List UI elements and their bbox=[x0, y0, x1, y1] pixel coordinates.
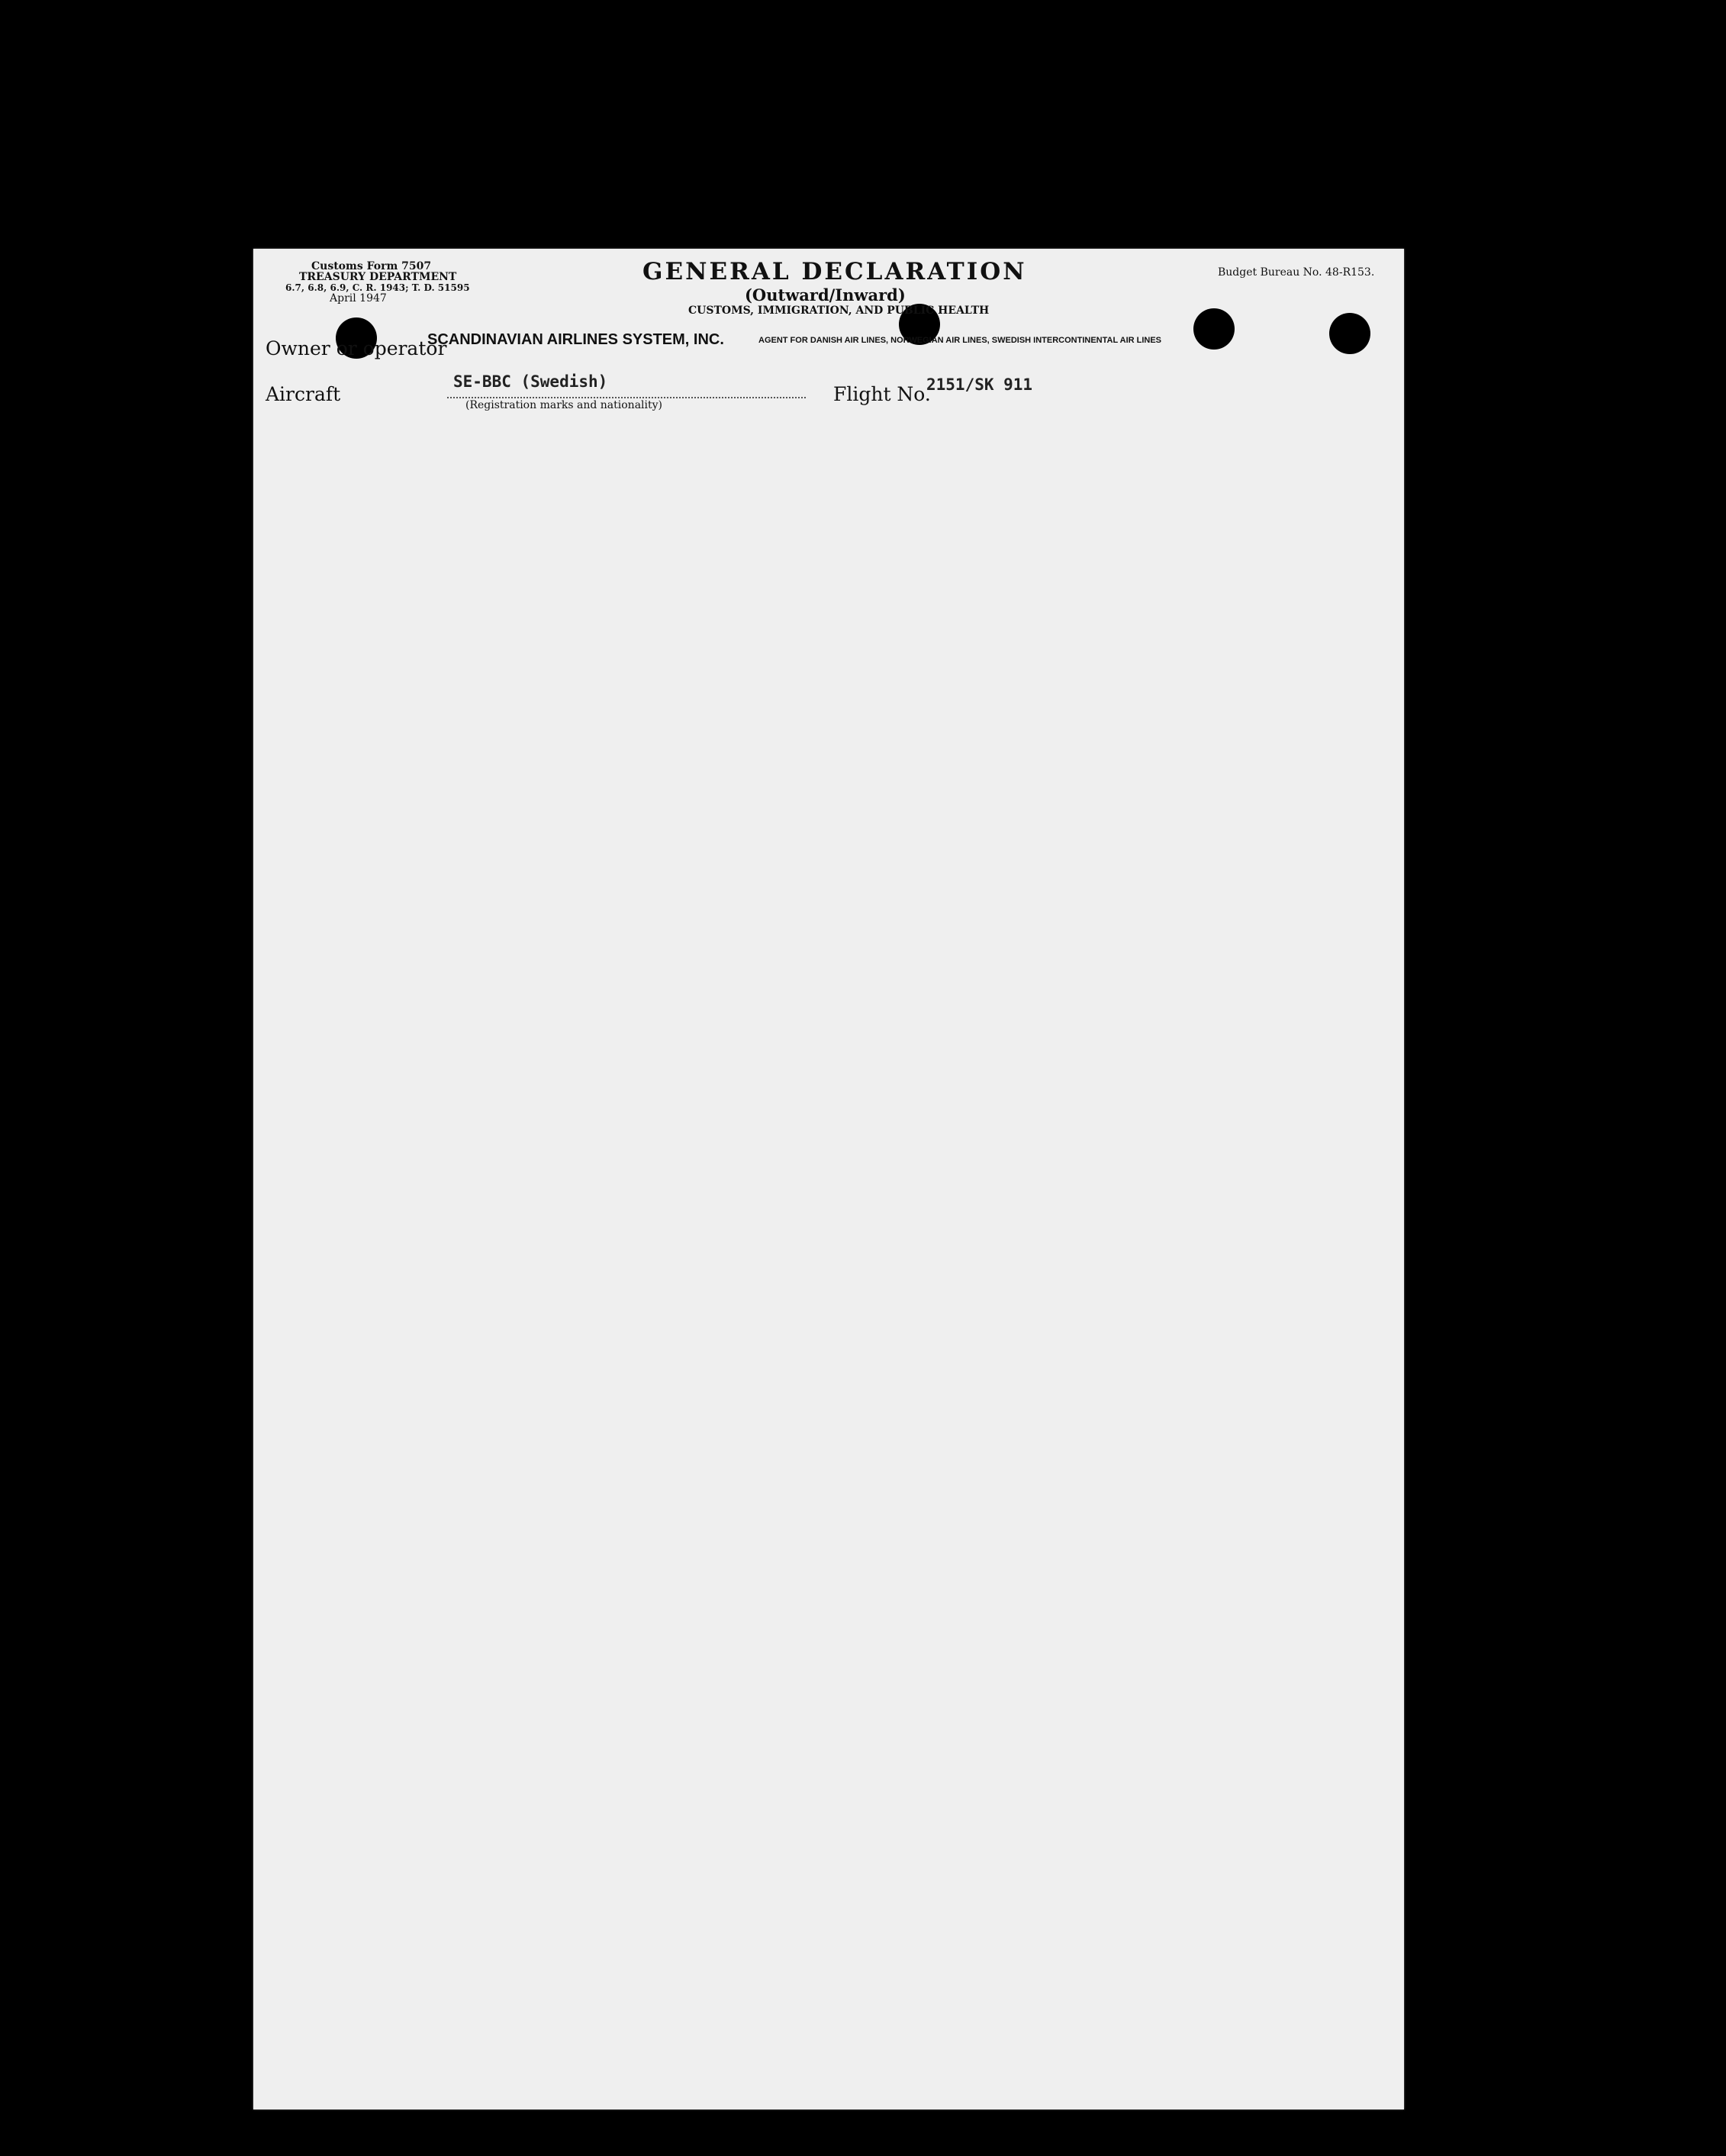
form-number: Customs Form 7507 bbox=[311, 260, 432, 272]
flight-value: 2151/SK 911 bbox=[926, 375, 1033, 394]
budget-bureau-no: Budget Bureau No. 48-R153. bbox=[1218, 266, 1375, 279]
cr-reference: 6.7, 6.8, 6.9, C. R. 1943; T. D. 51595 bbox=[285, 282, 470, 293]
treasury-dept: TREASURY DEPARTMENT bbox=[299, 271, 457, 283]
form-date: April 1947 bbox=[330, 292, 387, 305]
aircraft-value: SE-BBC (Swedish) bbox=[453, 372, 608, 391]
aircraft-note: (Registration marks and nationality) bbox=[465, 399, 662, 411]
form-subtitle: (Outward/Inward) bbox=[745, 285, 906, 305]
flight-label: Flight No. bbox=[833, 383, 931, 405]
owner-label: Owner or operator bbox=[266, 337, 447, 359]
punch-hole bbox=[1329, 313, 1370, 354]
general-declaration-form bbox=[253, 249, 1404, 2109]
owner-agent: AGENT FOR DANISH AIR LINES, NORWEGIAN AIR LINES, SWEDISH INTERCONTINENTAL AIR LINES bbox=[758, 336, 1162, 345]
owner-value: SCANDINAVIAN AIRLINES SYSTEM, INC. bbox=[427, 331, 724, 348]
punch-hole bbox=[1193, 308, 1235, 350]
agencies: CUSTOMS, IMMIGRATION, AND PUBLIC HEALTH bbox=[688, 305, 990, 317]
form-title: GENERAL DECLARATION bbox=[642, 258, 1027, 285]
aircraft-label: Aircraft bbox=[266, 383, 341, 405]
